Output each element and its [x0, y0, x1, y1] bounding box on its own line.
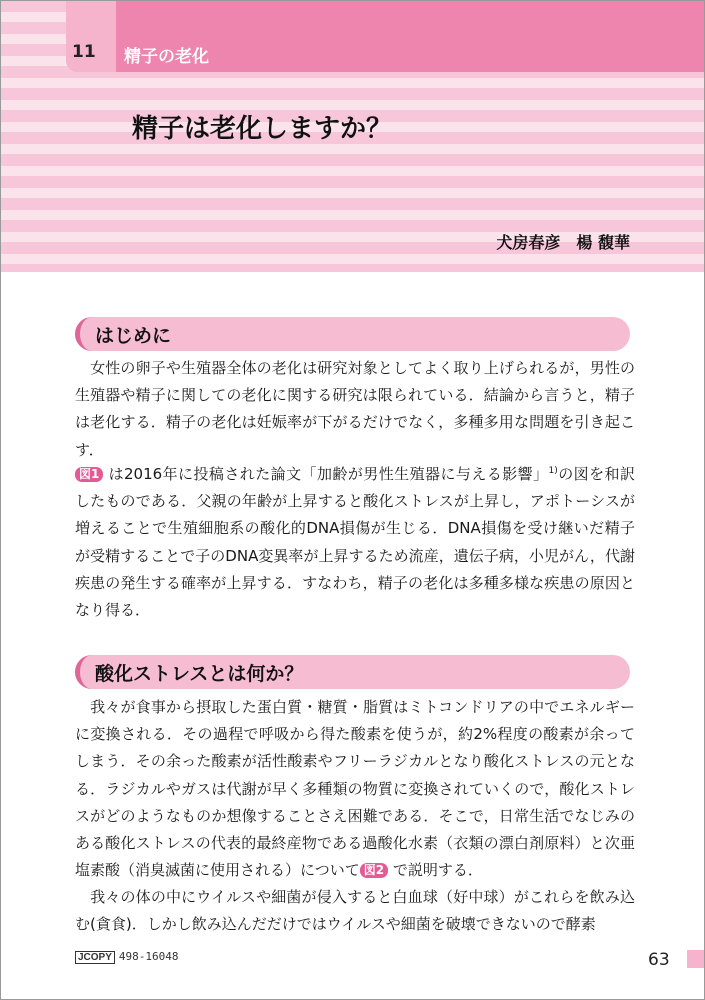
figure-ref-badge[interactable]: 図2	[360, 863, 388, 878]
paragraph	[75, 461, 635, 624]
paragraph	[75, 884, 635, 938]
citation-superscript[interactable]: 1)	[548, 466, 558, 476]
section-heading-oxidative-stress	[75, 655, 630, 689]
paragraph-text: の図を和訳したものである．父親の年齢が上昇すると酸化ストレスが上昇し，アポトーシスが増えることで生殖細胞系の酸化的DNA損傷が生じる．DNA損傷を受け継いだ精子が受精することで子のDNA変異率が上昇するため流産，遺伝子病，小児がん，代謝疾患の発生する確率が上昇する．すなわち，精子の老化は多種多様な疾患の原因となり得る．	[75, 465, 635, 620]
paragraph	[75, 355, 635, 464]
section-title: 酸化ストレスとは何か？	[95, 663, 304, 685]
chapter-number: 11	[72, 42, 96, 62]
chapter-title: 精子の老化	[124, 47, 209, 67]
page-tab	[687, 950, 705, 968]
jcopy-logo: JCOPY	[75, 951, 115, 964]
paragraph-text: 我々が食事から摂取した蛋白質・糖質・脂質はミトコンドリアの中でエネルギーに変換される．その過程で呼吸から得た酸素を使うが，約2%程度の酸素が余ってしまう．その余った酸素が活性酸素やフリーラジカルとなり酸化ストレスの元となる．ラジカルやガスは代謝が早く多種類の物質に変換されていくので，酸化ストレスがどのようなものか想像することさえ困難である．そこで，日常生活でなじみのある酸化ストレスの代表的最終産物である過酸化水素（衣類の漂白剤原料）と次亜塩素酸（消臭滅菌に使用される）について	[75, 698, 635, 880]
paragraph-text: 女性の卵子や生殖器全体の老化は研究対象としてよく取り上げられるが，男性の生殖器や精子に関しての老化に関する研究は限られている．結論から言うと，精子は老化する．精子の老化は妊娠率が下がるだけでなく，多種多用な問題を引き起こす．	[75, 359, 635, 459]
figure-ref-badge[interactable]: 図1	[75, 467, 103, 482]
authors: 犬房春彦 楊 馥華	[496, 233, 630, 252]
footer-number: 498-16048	[118, 950, 179, 963]
paragraph	[75, 694, 635, 884]
page-title: 精子は老化しますか？	[132, 114, 393, 144]
footer-code	[75, 950, 179, 964]
section-heading-intro	[75, 317, 630, 351]
section-title: はじめに	[95, 325, 172, 347]
paragraph-text: 我々の体の中にウイルスや細菌が侵入すると白血球（好中球）がこれらを飲み込む(貪食)．しかし飲み込んだだけではウイルスや細菌を破壊できないので酵素	[75, 888, 635, 934]
page-number: 63	[648, 950, 670, 970]
paragraph-text: で説明する．	[388, 861, 483, 880]
paragraph-text: は2016年に投稿された論文「加齢が男性生殖器に与える影響」	[103, 465, 549, 483]
